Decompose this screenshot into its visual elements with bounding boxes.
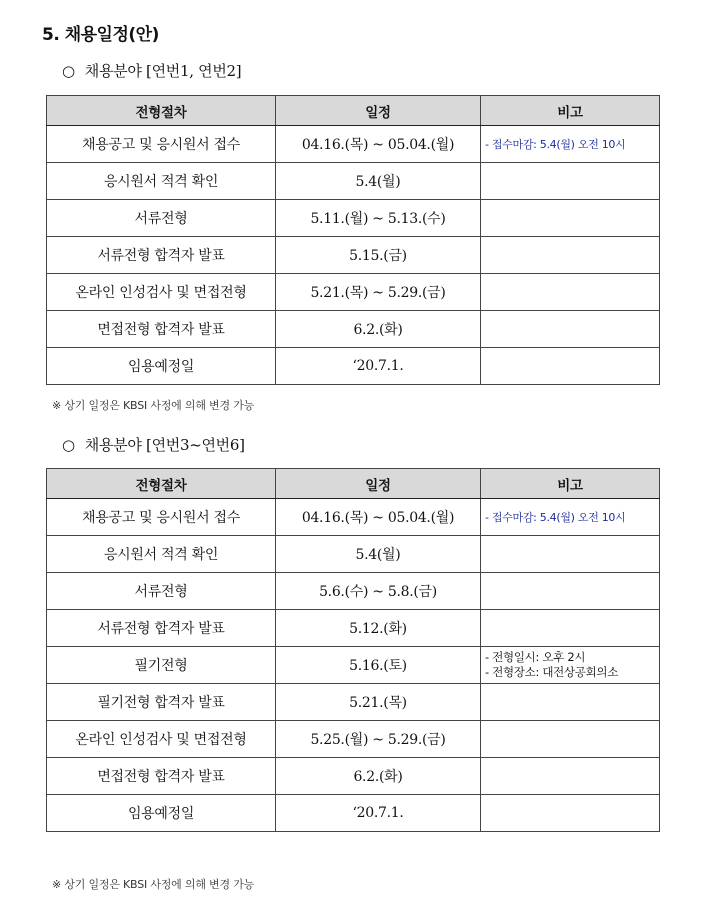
note-cell [481, 758, 660, 795]
step-cell: 응시원서 적격 확인 [47, 163, 276, 200]
subtitle-text: 채용분야 [연번3~연번6] [84, 436, 245, 454]
step-cell: 필기전형 [47, 647, 276, 684]
date-cell: 5.15.(금) [276, 237, 481, 274]
step-cell: 서류전형 합격자 발표 [47, 237, 276, 274]
note-cell [481, 499, 660, 536]
date-cell: 6.2.(화) [276, 758, 481, 795]
table-row [47, 721, 660, 758]
step-cell: 서류전형 [47, 573, 276, 610]
footnote: ※ 상기 일정은 KBSI 사정에 의해 변경 가능 [52, 399, 255, 412]
table-row [47, 573, 660, 610]
note-cell [481, 573, 660, 610]
table-row [47, 237, 660, 274]
date-cell: 5.4(월) [276, 163, 481, 200]
table-row [47, 647, 660, 684]
table-row [47, 536, 660, 573]
step-cell: 면접전형 합격자 발표 [47, 311, 276, 348]
step-cell: 채용공고 및 응시원서 접수 [47, 499, 276, 536]
note-line-time: - 전형일시: 오후 2시 [485, 650, 586, 664]
subtitle-text: 채용분야 [연번1, 연번2] [84, 62, 242, 80]
deadline-note: - 접수마감: 5.4(월) 오전 10시 [485, 510, 626, 524]
note-line-place: - 전형장소: 대전상공회의소 [485, 665, 619, 679]
table-row [47, 274, 660, 311]
note-cell [481, 237, 660, 274]
schedule-table-1 [46, 95, 660, 385]
header-note: 비고 [481, 469, 660, 499]
note-cell [481, 311, 660, 348]
header-note: 비고 [481, 96, 660, 126]
step-cell: 서류전형 [47, 200, 276, 237]
step-cell: 임용예정일 [47, 348, 276, 385]
subtitle-field-2 [62, 434, 245, 455]
note-cell [481, 274, 660, 311]
circle-bullet-icon: ○ [62, 436, 75, 454]
date-cell: 04.16.(목) ~ 05.04.(월) [276, 126, 481, 163]
deadline-note: - 접수마감: 5.4(월) 오전 10시 [485, 137, 626, 151]
table-row [47, 795, 660, 832]
table-row [47, 348, 660, 385]
note-cell [481, 163, 660, 200]
date-cell: 5.21.(목) [276, 684, 481, 721]
step-cell: 온라인 인성검사 및 면접전형 [47, 274, 276, 311]
date-cell: 5.21.(목) ~ 5.29.(금) [276, 274, 481, 311]
note-cell [481, 721, 660, 758]
date-cell: ‘20.7.1. [276, 795, 481, 832]
step-cell: 필기전형 합격자 발표 [47, 684, 276, 721]
date-cell: 5.4(월) [276, 536, 481, 573]
note-cell [481, 126, 660, 163]
table-row [47, 200, 660, 237]
step-cell: 온라인 인성검사 및 면접전형 [47, 721, 276, 758]
date-cell: 04.16.(목) ~ 05.04.(월) [276, 499, 481, 536]
date-cell: 5.12.(화) [276, 610, 481, 647]
table-row [47, 311, 660, 348]
step-cell: 응시원서 적격 확인 [47, 536, 276, 573]
date-cell: 5.6.(수) ~ 5.8.(금) [276, 573, 481, 610]
table-row [47, 499, 660, 536]
footnote: ※ 상기 일정은 KBSI 사정에 의해 변경 가능 [52, 878, 255, 891]
step-cell: 채용공고 및 응시원서 접수 [47, 126, 276, 163]
note-cell [481, 684, 660, 721]
table-row [47, 684, 660, 721]
table-row [47, 758, 660, 795]
header-step: 전형절차 [47, 96, 276, 126]
table-row [47, 610, 660, 647]
date-cell: 5.11.(월) ~ 5.13.(수) [276, 200, 481, 237]
date-cell: 6.2.(화) [276, 311, 481, 348]
step-cell: 임용예정일 [47, 795, 276, 832]
step-cell: 서류전형 합격자 발표 [47, 610, 276, 647]
note-cell [481, 348, 660, 385]
header-date: 일정 [276, 96, 481, 126]
step-cell: 면접전형 합격자 발표 [47, 758, 276, 795]
date-cell: ‘20.7.1. [276, 348, 481, 385]
circle-bullet-icon: ○ [62, 62, 75, 80]
note-cell [481, 795, 660, 832]
section-title: 5. 채용일정(안) [42, 25, 159, 45]
note-cell [481, 610, 660, 647]
header-step: 전형절차 [47, 469, 276, 499]
note-cell [481, 536, 660, 573]
table-header-row [47, 469, 660, 499]
note-cell [481, 200, 660, 237]
date-cell: 5.25.(월) ~ 5.29.(금) [276, 721, 481, 758]
note-cell [481, 647, 660, 684]
table-row [47, 163, 660, 200]
subtitle-field-1 [62, 60, 241, 81]
schedule-table-2 [46, 468, 660, 832]
table-header-row [47, 96, 660, 126]
date-cell: 5.16.(토) [276, 647, 481, 684]
table-row [47, 126, 660, 163]
header-date: 일정 [276, 469, 481, 499]
